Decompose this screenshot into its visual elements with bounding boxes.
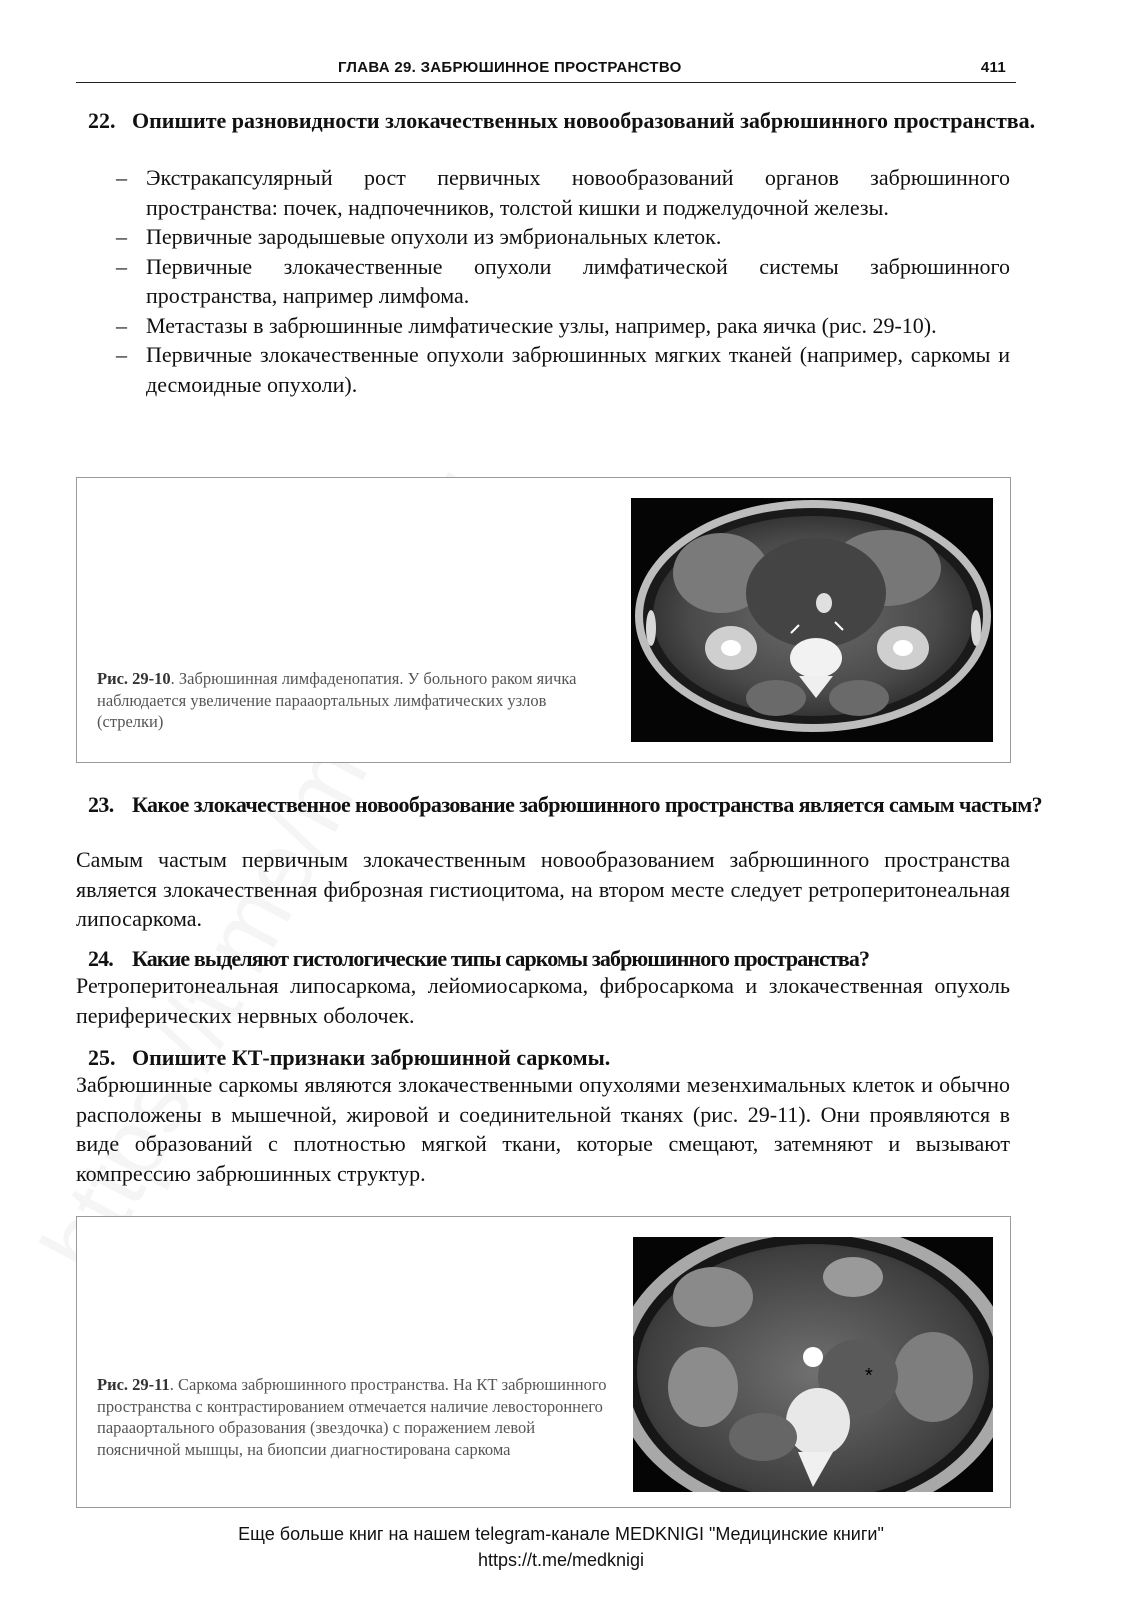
ct-scan-image	[633, 1237, 993, 1492]
question-number: 25.	[88, 1045, 116, 1070]
ct-scan-drawing	[633, 1237, 993, 1492]
question-22-heading	[88, 106, 1054, 135]
page-number: 411	[980, 59, 1006, 76]
list-item: – Метастазы в забрюшинные лимфатические узлы, например, рака яичка (рис. 29-10).	[116, 312, 937, 338]
figure-29-11	[76, 1216, 1011, 1508]
list-item: – Первичные зародышевые опухоли из эмбриональных клеток.	[116, 224, 722, 249]
footer-line-1: Еще больше книг на нашем telegram-канале MEDKNIGI "Медицинские книги"	[238, 1524, 884, 1544]
ct-scan-image	[631, 498, 993, 742]
list-item: – Первичные злокачественные опухоли забрюшинных мягких тканей (например, саркомы и десмоидные опухоли).	[116, 342, 1010, 397]
question-23-heading	[88, 790, 1054, 819]
figure-label: Рис. 29-11	[97, 1375, 170, 1394]
figure-caption: Рис. 29-10. Забрюшинная лимфаденопатия. У больного раком яичка наблюдается увеличение парааортальных лимфатических узлов (стрелки)	[97, 669, 577, 731]
question-number: 24.	[88, 946, 113, 971]
question-title: Опишите КТ-признаки забрюшинной саркомы.	[132, 1045, 611, 1070]
question-24-heading	[88, 944, 1010, 973]
question-22-list	[116, 163, 1010, 399]
figure-label: Рис. 29-10	[97, 669, 171, 688]
question-title: Какие выделяют гистологические типы саркомы забрюшинного пространства?	[132, 946, 870, 971]
footer-link[interactable]: https://t.me/medknigi	[477, 1550, 645, 1570]
figure-29-10	[76, 477, 1011, 763]
figure-caption: Рис. 29-11. Саркома забрюшинного пространства. На КТ забрюшинного пространства с контрастированием отмечается наличие левостороннего парааортального образования (звездочка) с поражением левой поясничной мышцы, на биопсии диагностирована саркома	[97, 1375, 607, 1459]
question-number: 23.	[88, 792, 114, 817]
question-25-heading	[88, 1043, 1010, 1072]
question-number: 22.	[88, 108, 116, 133]
question-title: Какое злокачественное новообразование забрюшинного пространства является самым частым?	[132, 792, 1042, 817]
asterisk-marker: *	[865, 1365, 873, 1387]
list-item: – Экстракапсулярный рост первичных новообразований органов забрюшинного пространства: почек, надпочечников, толстой кишки и поджелудочной железы.	[116, 165, 1010, 220]
chapter-title: ГЛАВА 29. ЗАБРЮШИННОЕ ПРОСТРАНСТВО	[338, 59, 682, 76]
running-header	[76, 56, 1016, 83]
ct-scan-drawing	[631, 498, 993, 742]
answer-23: Самым частым первичным злокачественным новообразованием забрюшинного пространства является злокачественная фиброзная гистиоцитома, на втором месте следует ретроперитонеальная липосаркома.	[76, 847, 1010, 931]
answer-25: Забрюшинные саркомы являются злокачественными опухолями мезенхимальных клеток и обычно расположены в мышечной, жировой и соединительной тканях (рис. 29-11). Они проявляются в виде образований с плотностью мягкой ткани, которые смещают, затемняют и вызывают компрессию забрюшинных структур.	[76, 1072, 1010, 1186]
question-title: Опишите разновидности злокачественных новообразований забрюшинного пространства.	[132, 108, 1036, 133]
answer-24: Ретроперитонеальная липосаркома, лейомиосаркома, фибросаркома и злокачественная опухоль периферических нервных оболочек.	[76, 973, 1010, 1028]
list-item: – Первичные злокачественные опухоли лимфатической системы забрюшинного пространства, например лимфома.	[116, 253, 1010, 308]
